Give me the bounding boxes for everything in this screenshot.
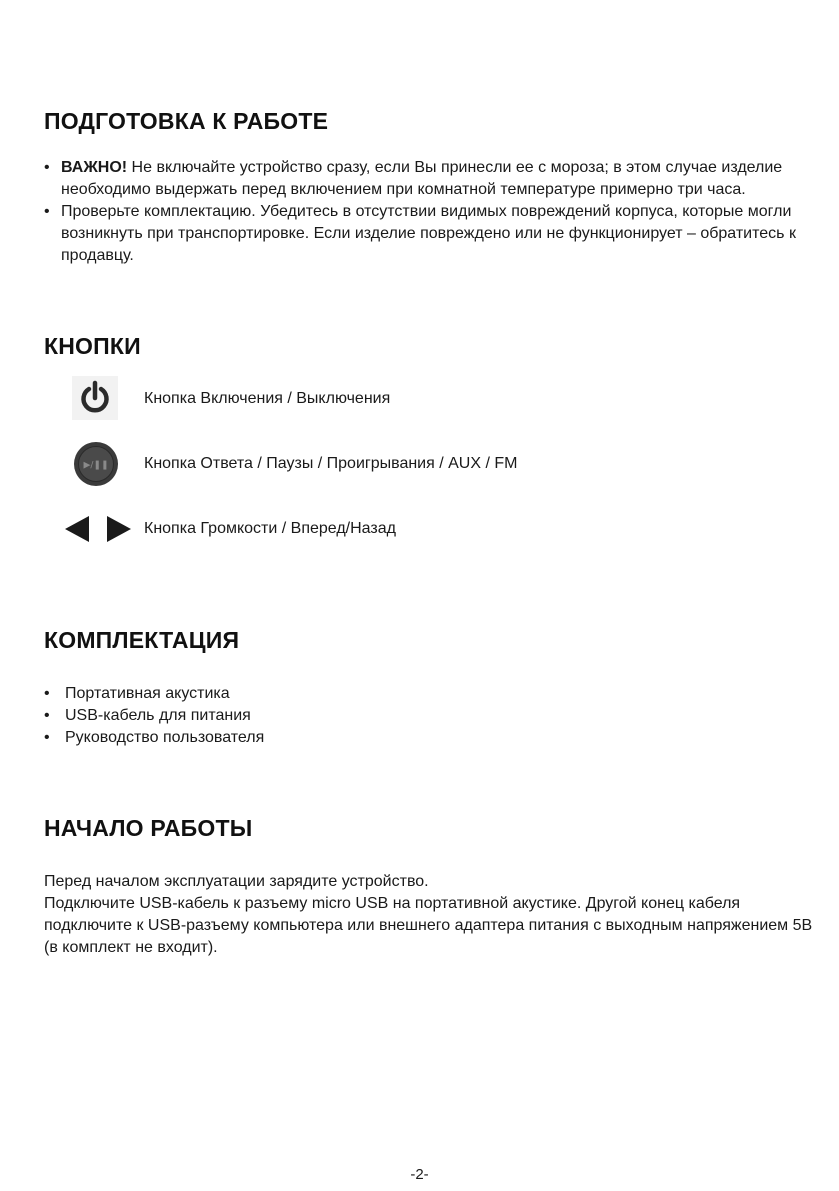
section-title-package: КОМПЛЕКТАЦИЯ <box>44 627 240 653</box>
svg-text:▶/❚❚: ▶/❚❚ <box>83 460 109 471</box>
prepare-list <box>44 157 814 267</box>
list-item <box>44 727 264 749</box>
button-row-volume <box>62 504 662 554</box>
list-item <box>44 683 264 705</box>
section-title-buttons: КНОПКИ <box>44 333 141 359</box>
list-item <box>44 705 264 727</box>
paragraph: Подключите USB-кабель к разъему micro USB на портативной акустике. Другой конец кабеля подключите к USB-разъему компьютера или внешнего адаптера питания с выходным напряжением 5В (в комплект не входит). <box>44 895 813 956</box>
paragraph: Перед началом эксплуатации зарядите устройство. <box>44 873 429 890</box>
volume-arrows-icon <box>62 504 132 554</box>
list-item-text: Проверьте комплектацию. Убедитесь в отсутствии видимых повреждений корпуса, которые могли возникнуть при транспортировке. Если изделие повреждено или не функционирует – обратитесь к продавцу. <box>61 203 796 264</box>
important-label: ВАЖНО! <box>61 159 128 176</box>
bullet: • <box>44 159 50 176</box>
list-item-text: USB-кабель для питания <box>65 707 251 724</box>
list-item-text: Портативная акустика <box>65 685 230 702</box>
power-icon <box>62 374 132 424</box>
play-pause-icon <box>62 439 132 489</box>
bullet: • <box>44 729 50 746</box>
list-item-text: Не включайте устройство сразу, если Вы принесли ее с мороза; в этом случае изделие необходимо выдержать перед включением при комнатной температуре примерно три часа. <box>61 159 783 198</box>
button-label: Кнопка Ответа / Паузы / Проигрывания / AUX / FM <box>144 455 518 472</box>
bullet: • <box>44 203 50 220</box>
section-title-start: НАЧАЛО РАБОТЫ <box>44 815 253 841</box>
list-item <box>44 157 814 201</box>
button-row-power <box>62 374 662 424</box>
page-number: -2- <box>410 1166 429 1183</box>
button-label: Кнопка Громкости / Вперед/Назад <box>144 520 396 537</box>
bullet: • <box>44 707 50 724</box>
button-row-play-pause <box>62 439 662 489</box>
list-item <box>44 201 814 267</box>
list-item-text: Руководство пользователя <box>65 729 265 746</box>
button-label: Кнопка Включения / Выключения <box>144 390 391 407</box>
section-title-prepare: ПОДГОТОВКА К РАБОТЕ <box>44 108 329 134</box>
bullet: • <box>44 685 50 702</box>
package-list <box>44 683 264 749</box>
